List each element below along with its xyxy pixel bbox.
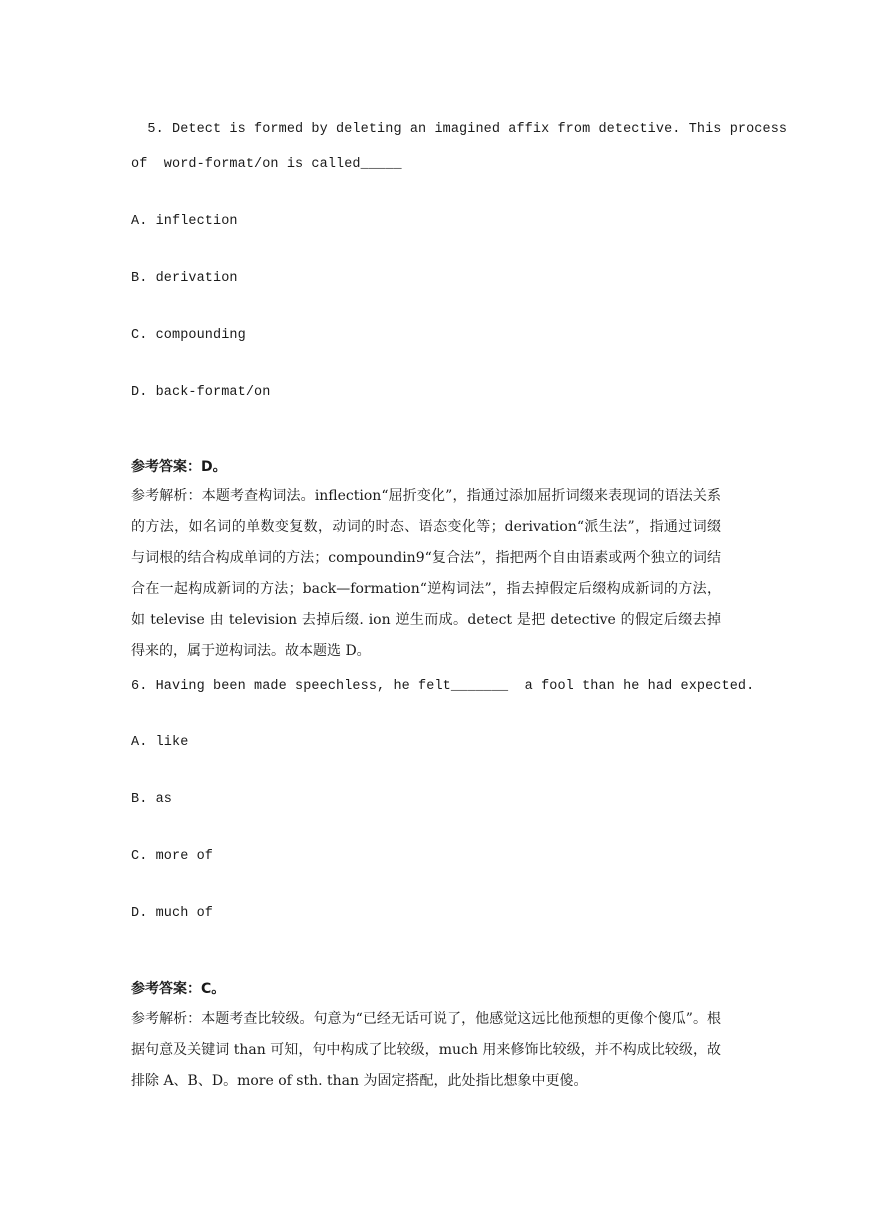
question-6-option-c: C. more of: [131, 849, 214, 864]
question-5-stem-line-1: 5. Detect is formed by deleting an imagined affix from detective. This process: [131, 122, 788, 137]
question-5-option-c: C. compounding: [131, 328, 246, 343]
question-5-option-d: D. back-format/on: [131, 385, 271, 400]
question-5-answer: 参考答案：D。: [131, 459, 227, 475]
question-6-stem: 6. Having been made speechless, he felt_______ a fool than he had expected.: [131, 679, 755, 694]
question-6-explanation: 参考解析：本题考查比较级。句意为“已经无话可说了，他感觉这远比他预想的更像个傻瓜”。根据句意及关键词 than 可知，句中构成了比较级，much 用来修饰比较级，并不构成比较级，故排除 A、B、D。more of sth. than 为固定搭配，此处指比想象中更傻。: [131, 1011, 721, 1089]
question-6-answer: 参考答案：C。: [131, 981, 226, 997]
question-5-explanation: 参考解析：本题考查构词法。inflection“屈折变化”，指通过添加屈折词缀来表现词的语法关系的方法，如名词的单数变复数，动词的时态、语态变化等；derivation“派生法”，指通过词缀与词根的结合构成单词的方法；compoundin9“复合法”，指把两个自由语素或两个独立的词结合在一起构成新词的方法；back—formation“逆构词法”，指去掉假定后缀构成新词的方法，如 televise 由 television 去掉后缀. ion 逆生而成。detect 是把 detective 的假定后缀去掉得来的，属于逆构词法。故本题选 D。: [131, 488, 721, 659]
question-6-option-b: B. as: [131, 792, 173, 807]
question-6-option-d: D. much of: [131, 906, 214, 921]
question-5-option-b: B. derivation: [131, 271, 238, 286]
question-5-option-a: A. inflection: [131, 214, 238, 229]
question-6-option-a: A. like: [131, 735, 189, 750]
question-5-stem-line-2: of word-format/on is called_____: [131, 157, 402, 172]
